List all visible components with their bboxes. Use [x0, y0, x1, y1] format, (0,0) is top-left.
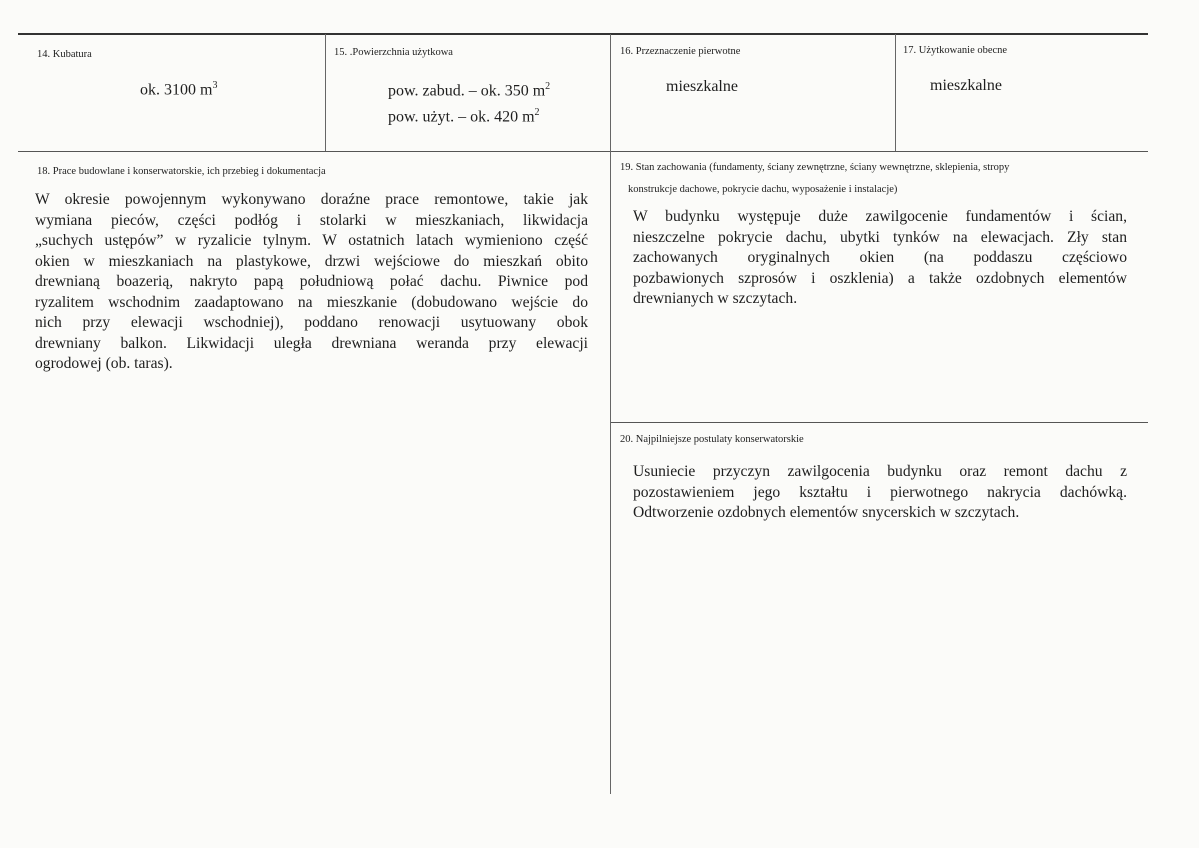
- pow-uzyt-sup: 2: [534, 107, 540, 118]
- row1-bottom-border: [18, 151, 1148, 152]
- pow-zabud-sup: 2: [545, 81, 551, 92]
- text-line: „suchych ustępów” w ryzalicie tylnym. W ostatnich latach wymieniono część: [35, 232, 588, 249]
- text-line: nich przy elewacji wschodniej), poddano renowacji usytuowany obok: [35, 314, 588, 331]
- field-17-value: mieszkalne: [930, 77, 1002, 94]
- pow-zabud-text: pow. zabud. – ok. 350 m: [388, 82, 546, 100]
- text-line: ogrodowej (ob. taras).: [35, 355, 173, 372]
- text-line: pozostawieniem jego kształtu i pierwotnego nakrycia dachówką.: [633, 483, 1127, 501]
- text-line: drewnianą boazerią, nakryto papą południową połać dachu. Piwnice pod: [35, 273, 588, 290]
- field-14-label: 14. Kubatura: [37, 49, 92, 60]
- col-divider-3: [895, 34, 896, 151]
- text-line: okien w mieszkaniach na plastykowe, drzwi wejściowe do mieszkań obito: [35, 252, 588, 270]
- field-18-text: [35, 190, 588, 375]
- field-15-value-2: [388, 107, 540, 126]
- text-line: Odtworzenie ozdobnych elementów snycerskich w szczytach.: [633, 504, 1020, 521]
- field-16-value: mieszkalne: [666, 78, 738, 95]
- kubatura-text: ok. 3100 m: [140, 81, 213, 99]
- pow-uzyt-text: pow. użyt. – ok. 420 m: [388, 108, 535, 126]
- text-line: nieszczelne pokrycie dachu, ubytki tynków na elewacjach. Zły stan: [633, 228, 1127, 246]
- field-19-label-2: konstrukcje dachowe, pokrycie dachu, wyposażenie i instalacje): [628, 184, 898, 195]
- text-line: Usuniecie przyczyn zawilgocenia budynku oraz remont dachu z: [633, 463, 1127, 480]
- field-15-value-1: [388, 81, 550, 100]
- row-divider-19-20: [611, 422, 1148, 423]
- field-19-text: [633, 207, 1127, 310]
- field-20-label: 20. Najpilniejsze postulaty konserwatorskie: [620, 434, 804, 445]
- text-line: drewnianych w szczytach.: [633, 290, 798, 307]
- text-line: zachowanych oryginalnych okien (na poddaszu częściowo: [633, 249, 1127, 266]
- text-line: wymiana pieców, części podłóg i stolarki w mieszkaniach, likwidacja: [35, 211, 588, 229]
- field-17-label: 17. Użytkowanie obecne: [903, 45, 1008, 56]
- table-top-border: [18, 33, 1148, 35]
- text-line: ryzalitem wschodnim zaadaptowano na mieszkanie (dobudowano wejście do: [35, 293, 588, 311]
- text-line: drewniany balkon. Likwidacji uległa drewniana weranda przy elewacji: [35, 334, 588, 352]
- field-20-text: [633, 462, 1127, 524]
- field-15-label: 15. .Powierzchnia użytkowa: [334, 47, 453, 58]
- col-divider-1: [325, 34, 326, 151]
- text-line: W okresie powojennym wykonywano doraźne prace remontowe, takie jak: [35, 191, 588, 208]
- text-line: pozbawionych szprosów i oszklenia) a także ozdobnych elementów: [633, 269, 1127, 287]
- field-19-label-1: 19. Stan zachowania (fundamenty, ściany zewnętrzne, ściany wewnętrzne, sklepienia, stropy: [620, 162, 1010, 173]
- text-line: W budynku występuje duże zawilgocenie fundamentów i ścian,: [633, 208, 1127, 225]
- col-divider-2: [610, 34, 611, 794]
- field-18-label: 18. Prace budowlane i konserwatorskie, ich przebieg i dokumentacja: [37, 166, 326, 177]
- field-16-label: 16. Przeznaczenie pierwotne: [620, 46, 741, 57]
- kubatura-sup: 3: [212, 80, 218, 91]
- field-14-value: [140, 80, 217, 99]
